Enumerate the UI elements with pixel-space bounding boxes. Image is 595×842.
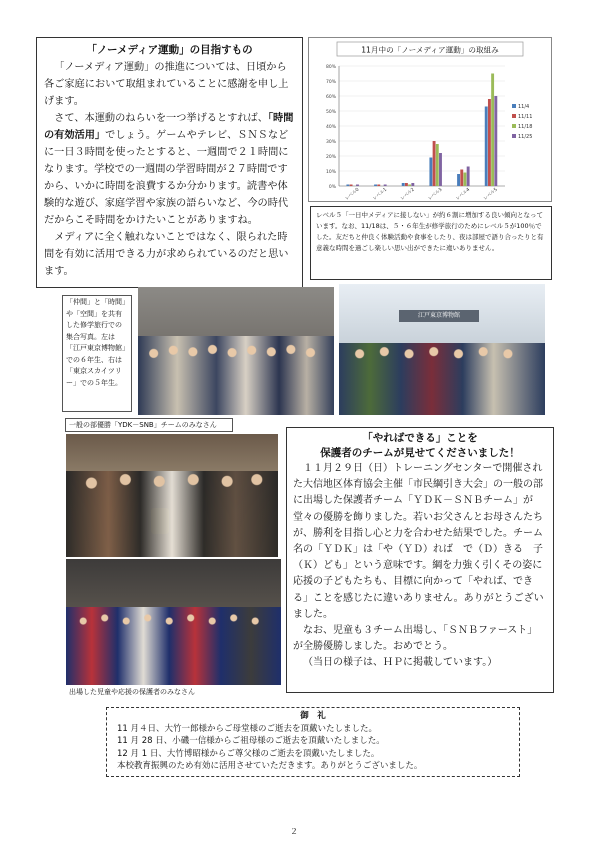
supporters-caption-text: 出場した児童や応援の保護者のみなさん [69,688,195,696]
bar [491,74,494,187]
paragraph-2-rest: でしょう。ゲームやテレビ、ＳＮＳなどに一日３時間を使ったとすると、一週間で２１時間になります。学校での一週間の学習時間が２７時間ですから、いかに時間を浪費するか分かります。読書や体験的な遊び、家庭学習や家族の語らいなど、今の時代だからこそ時間をかけたいことがありますね。 [44,130,289,226]
legend-swatch [512,104,516,108]
bar [384,185,387,187]
group-students-2 [339,343,545,415]
legend-label: 11/11 [518,114,533,120]
chart-note-text: レベル５「一日中メディアに接しない」が約６割に増加する良い傾向となっています。なお、11/18は、５・６年生が修学旅行のためにレベル５が100％でした。友だちと仲良く体験活動や食事をしたり、夜は部屋で語り合ったりと有意義な時間を過ごし楽しい思い出ができたに違いありません。 [316,211,544,252]
thanks-line: 12 月 1 日、大竹博昭様からご尊父様のご逝去を頂戴いたしました。 [117,748,380,759]
legend-swatch [512,124,516,128]
x-tick-label: レベル3 [427,187,444,201]
article-title: 「ノーメディア運動」の目指すもの [86,44,253,56]
x-tick-label: レベル2 [399,187,416,201]
paragraph-1: 「ノーメディア運動」の推進については、日頃から各ご家庭において取組まれていることに感謝を申し上げます。 [44,62,289,107]
legend-label: 11/18 [518,124,533,130]
chart-panel [308,37,552,202]
bar [411,183,414,186]
photo-caption-trip [62,295,132,412]
y-tick-label: 60% [325,95,336,100]
y-tick-label: 80% [325,65,336,70]
bar [494,96,497,186]
chart-note [310,206,552,280]
bar [467,167,470,187]
legend-label: 11/4 [518,104,530,110]
bar [429,158,432,187]
bar [377,185,380,187]
article-body [44,59,295,280]
team-caption-text: 一般の部優勝「YDK－SNB」チームのみなさん [69,421,217,429]
legend-swatch [512,114,516,118]
group-students [138,336,334,415]
museum-sign: 江戸東京博物館 [399,310,479,322]
bar-chart [309,38,551,201]
article2-paragraph-2: なお、児童も３チーム出場し、「ＳＮＢファースト」が全勝優勝しました。おめでとう。 [293,625,538,653]
thanks-line: 11 月 28 日、小磯一信様からご祖母様のご逝去を頂戴いたしました。 [117,736,385,746]
article2-paragraph-3: （当日の様子は、ＨＰに掲載しています。） [303,657,498,669]
bar [488,99,491,186]
thanks-box [106,707,520,777]
bar [350,185,353,187]
page-number: ２ [290,827,298,836]
supporters-photo [66,559,281,685]
bar [460,170,463,187]
article2-title-2: 保護者のチームが見せてくださいました！ [320,447,520,459]
bar [405,183,408,186]
x-tick-label: レベル5 [482,187,499,201]
article2-title-1: 「やればできる」ことを [362,432,478,444]
x-tick-label: レベル0 [344,187,361,201]
bar [402,183,405,186]
bar [346,185,349,187]
skytree-group-photo [339,284,545,415]
thanks-line: 11 月４日、大竹一郎様からご母堂様のご逝去を頂戴いたしました。 [117,723,378,734]
bar [408,185,411,187]
article2-paragraph-1: １１月２９日（日）トレーニングセンターで開催された大信地区体育協会主催「市民綱引き大会」の一般の部に出場した保護者チーム「ＹＤＫ－ＳＮＢチーム」が堂々の優勝を飾りました。若いお父さんとお母さんたちが、勝利を目指し心と力を合わせた結果でした。チーム名の「ＹＤＫ」は「や（ＹＤ）れば で（Ｄ）きる 子（Ｋ）ども」という意味です。綱を力強く引くその姿に応援の子どもたちも、目標に向かって「やれば、できる」ことを感じたに違いありません。ありがとうございました。 [293,463,544,620]
thanks-title: 御 礼 [300,711,326,721]
y-tick-label: 70% [325,80,336,85]
paragraph-2-lead: さて、本運動のねらいを一つ挙げるとすれば、 [54,113,268,124]
legend-swatch [512,134,516,138]
thanks-line: 本校教育振興のため有効に活用させていただきます。ありがとうございました。 [117,761,423,771]
bar [485,107,488,187]
bar [439,153,442,186]
bar [356,185,359,187]
bar [433,141,436,186]
x-tick-label: レベル1 [372,187,389,201]
bar [464,173,467,187]
bar [436,144,439,186]
tug-of-war-article [286,427,554,693]
supporters-group [66,607,281,685]
team-members [66,471,278,557]
x-tick-label: レベル4 [455,187,472,201]
team-photo [66,434,278,557]
y-tick-label: 40% [325,125,336,130]
y-tick-label: 30% [325,140,336,145]
chart-title: 11月中の「ノーメディア運動」の取組み [361,45,499,55]
museum-group-photo [138,287,334,415]
y-tick-label: 0% [328,185,336,190]
y-tick-label: 20% [325,155,336,160]
no-media-article [36,37,303,288]
legend-label: 11/25 [518,134,533,140]
paragraph-2-emphasis: 「時間の有効活用」 [44,113,294,141]
y-tick-label: 10% [325,170,336,175]
supporters-caption [66,686,216,699]
paragraph-3: メディアに全く触れないことではなく、限られた時間を有効に活用できる力が求められているのだと思います。 [44,232,289,277]
bar [374,185,377,187]
paragraph-2 [44,110,295,229]
y-tick-label: 50% [325,110,336,115]
bar [457,174,460,186]
photo-caption-trip-text: 「仲間」と「時間」や「空間」を共有した修学旅行での集合写真。左は「江戸東京博物館」での６年生、右は「東京スカイツリー」での５年生。 [66,298,126,387]
article2-body [293,461,547,672]
team-caption [65,418,233,432]
